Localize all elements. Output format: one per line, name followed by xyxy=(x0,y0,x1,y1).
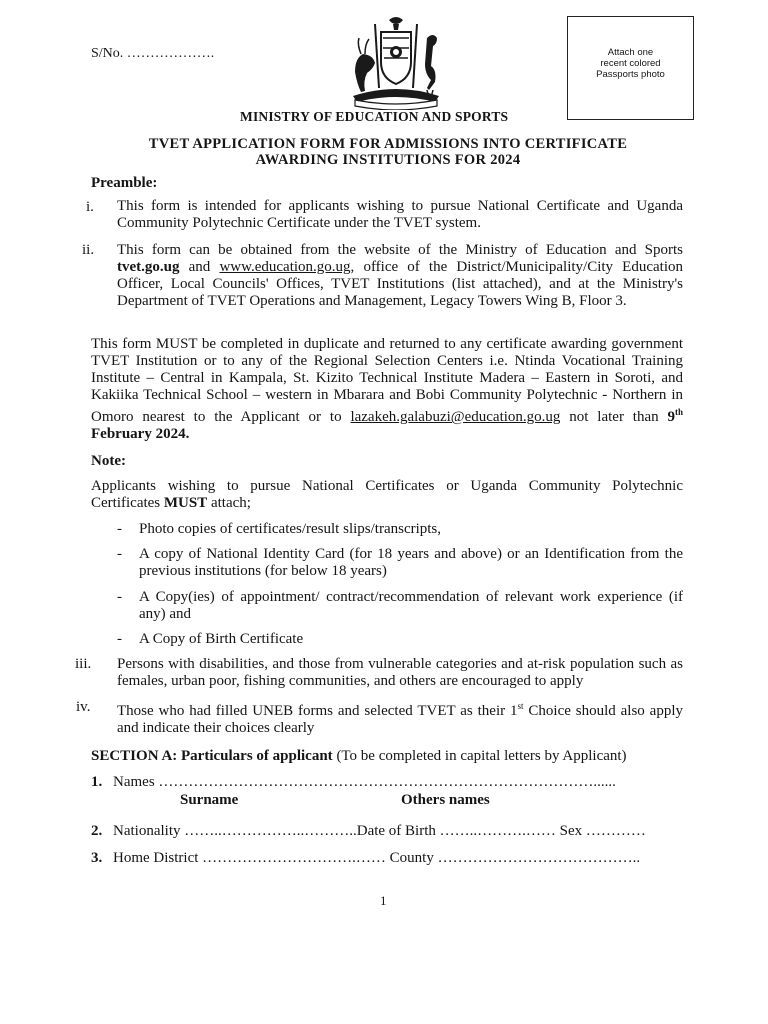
duplicate-text: This form MUST be completed in duplicate and returned to any certificate awarding government TVET Institution or to any of the Regional Selection Centers i.e. Ntinda Vocational Training Institute – Central in Kampala, St. Kizito Technical Institute Madera – Eastern in Soroti, and Kakiika Technical School – western in Mbarara and Bobi Community Polytechnic - Northern in Omoro nearest to the Applicant or to xyxy=(91,336,683,425)
bullet-dash: - xyxy=(117,631,122,647)
serial-number: S/No. ………………. xyxy=(91,46,215,61)
photo-box-line: recent colored xyxy=(600,58,661,69)
item-number: ii. xyxy=(82,242,95,258)
ministry-name: MINISTRY OF EDUCATION AND SPORTS xyxy=(240,109,509,124)
item-number: iv. xyxy=(76,699,91,715)
duplicate-instruction xyxy=(91,336,683,443)
section-a-title: SECTION A: Particulars of applicant xyxy=(91,748,333,764)
nationality-dob-sex-field[interactable]: Nationality ……..……………..………..Date of Birth ……..……….…… Sex ………… xyxy=(113,823,646,839)
other-names-label: Others names xyxy=(401,792,490,808)
photo-box-line: Attach one xyxy=(607,47,654,58)
preamble-item-obtain xyxy=(117,242,683,310)
field-number: 3. xyxy=(91,850,103,866)
home-district-county-field[interactable]: Home District ………………………….…… County ………………………………….. xyxy=(113,850,641,866)
form-title xyxy=(108,136,668,168)
uganda-coat-of-arms-emblem xyxy=(337,14,455,110)
attachment-item: Photo copies of certificates/result slips/transcripts, xyxy=(139,521,442,537)
note-must: MUST xyxy=(163,495,208,511)
item-number: i. xyxy=(86,199,94,215)
page-number: 1 xyxy=(380,893,387,908)
form-title-line: AWARDING INSTITUTIONS FOR 2024 xyxy=(255,152,521,168)
note-intro xyxy=(91,478,683,512)
note-heading: Note: xyxy=(91,453,126,469)
and-text: and xyxy=(179,259,220,275)
uneb-text-rest: Choice should also apply and indicate their choices clearly xyxy=(117,703,684,736)
attachment-item: A Copy(ies) of appointment/ contract/recommendation of relevant work experience (if any) and xyxy=(139,589,683,622)
preamble-item-intended: This form is intended for applicants wishing to pursue National Certificate and Uganda Community Polytechnic Certificate under the TVET system. xyxy=(117,198,683,231)
attachment-item: A copy of National Identity Card (for 18 years and above) or an Identification from the previous institutions (for below 18 years) xyxy=(139,546,683,579)
note-item-disabilities: Persons with disabilities, and those from vulnerable categories and at-risk population such as females, urban poor, fishing communities, and others are encouraged to apply xyxy=(117,656,683,689)
uneb-sup: st xyxy=(517,701,524,711)
field-number: 2. xyxy=(91,823,103,839)
preamble-heading: Preamble: xyxy=(91,175,158,191)
bullet-dash: - xyxy=(117,589,122,605)
bullet-dash: - xyxy=(117,546,122,562)
email-link[interactable]: lazakeh.galabuzi@education.go.ug xyxy=(350,409,561,425)
section-a-instruction: (To be completed in capital letters by Applicant) xyxy=(332,748,627,764)
deadline-pre: not later than xyxy=(560,409,668,425)
obtain-text-rest: , office of the District/Municipality/City Education Officer, Local Councils' Offices, TVET Institutions (list attached), and at the Ministry's Department of TVET Operations and Management, Legacy Towers Wing B, Floor 3. xyxy=(117,259,683,309)
passport-photo-box xyxy=(567,16,694,120)
names-field[interactable]: Names ……………………………………………………………………………...... xyxy=(113,774,616,790)
photo-box-line: Passports photo xyxy=(596,69,665,80)
surname-label: Surname xyxy=(180,792,239,808)
item-number: iii. xyxy=(75,656,92,672)
bullet-dash: - xyxy=(117,521,122,537)
form-title-line: TVET APPLICATION FORM FOR ADMISSIONS INTO CERTIFICATE xyxy=(148,136,628,152)
note-item-uneb xyxy=(117,698,683,737)
field-number: 1. xyxy=(91,774,103,790)
uneb-text: Those who had filled UNEB forms and selected TVET as their 1 xyxy=(117,703,518,719)
note-intro-text: Applicants wishing to pursue National Certificates or Uganda Community Polytechnic Certificates xyxy=(91,478,683,511)
education-website-link[interactable]: www.education.go.ug xyxy=(219,259,351,275)
deadline-day: 9 xyxy=(667,409,675,425)
tvet-website: tvet.go.ug xyxy=(117,259,180,275)
deadline-rest: February 2024. xyxy=(91,426,190,442)
section-a-heading xyxy=(91,748,627,765)
attachment-item: A Copy of Birth Certificate xyxy=(139,631,304,647)
deadline-sup: th xyxy=(674,407,683,417)
note-intro-end: attach; xyxy=(207,495,251,511)
obtain-text: This form can be obtained from the website of the Ministry of Education and Sports xyxy=(117,242,683,258)
